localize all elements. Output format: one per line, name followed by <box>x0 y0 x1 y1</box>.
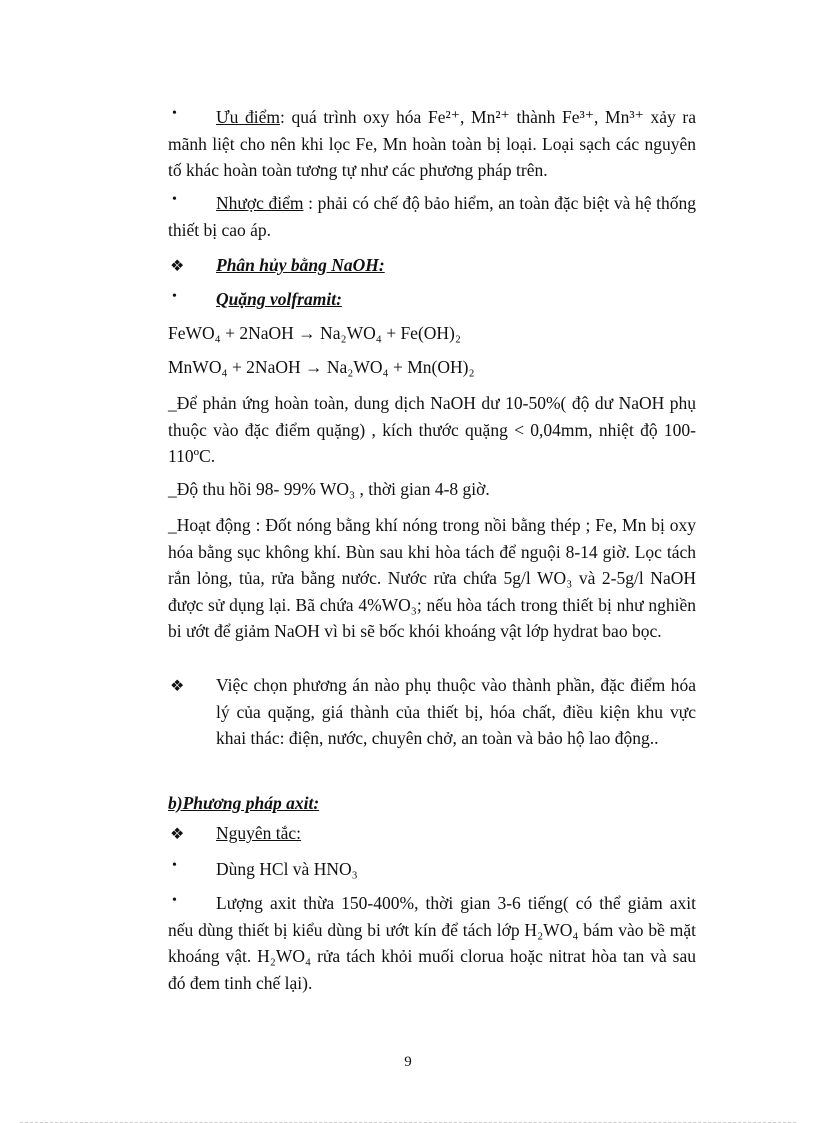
acid-use-line: Dùng HCl và HNO₃ <box>216 859 358 879</box>
advantage-label: Ưu điểm <box>216 107 280 127</box>
disadvantage-text: : phải có chế độ bảo hiểm, an toàn đặc biệt và hệ thống thiết bị cao áp. <box>168 193 696 240</box>
principle-heading: Nguyên tắc: <box>216 823 302 843</box>
bullet-icon: • <box>172 289 177 304</box>
diamond-bullet-icon: ❖ <box>170 258 185 275</box>
section-heading-acid: b)Phương pháp axit: <box>168 793 320 813</box>
bullet-icon: • <box>172 893 177 908</box>
section-heading-naoh: Phân hủy bằng NaOH: <box>216 255 385 275</box>
method-choice-paragraph: Việc chọn phương án nào phụ thuộc vào thành phần, đặc điểm hóa lý của quặng, giá thành của thiết bị, hóa chất, điều kiện khu vực khai thác: điện, nước, chuyên chở, an toàn và bảo hộ lao động.. <box>216 675 696 748</box>
disadvantage-paragraph <box>168 190 696 243</box>
bullet-icon: • <box>172 106 177 121</box>
operation-text: _Hoạt động : Đốt nóng bằng khí nóng trong nồi bằng thép ; Fe, Mn bị oxy hóa bằng sục không khí. Bùn sau khi hòa tách để nguội 8-14 giờ. Lọc tách rắn lỏng, tủa, rửa bằng nước. Nước rửa chứa 5g/l WO₃ và 2-5g/l NaOH được sử dụng lại. Bã chứa 4%WO₃; nếu hòa tách trong thiết bị như nghiền bi ướt để giảm NaOH vì bi sẽ bốc khói khoáng vật lớp hydrat bao bọc. <box>168 515 696 641</box>
advantage-paragraph <box>168 104 696 184</box>
subheading-volframit: Quặng volframit: <box>216 289 342 309</box>
bullet-icon: • <box>172 192 177 207</box>
page-number: 9 <box>404 1054 412 1070</box>
reaction-condition-paragraph <box>168 390 696 470</box>
acid-excess-paragraph <box>168 890 696 996</box>
diamond-bullet-icon: ❖ <box>170 826 185 843</box>
reaction-condition-text: _Để phản ứng hoàn toàn, dung dịch NaOH dư 10-50%( độ dư NaOH phụ thuộc vào đặc điểm quặng) , kích thước quặng < 0,04mm, nhiệt độ 100- 110ºC. <box>168 393 696 466</box>
bullet-icon: • <box>172 858 177 873</box>
diamond-bullet-icon: ❖ <box>170 678 185 695</box>
disadvantage-label: Nhược điểm <box>216 193 304 213</box>
equation-2: MnWO₄ + 2NaOH → Na₂WO₄ + Mn(OH)₂ <box>168 357 475 377</box>
advantage-text: : quá trình oxy hóa Fe²⁺, Mn²⁺ thành Fe³⁺, Mn³⁺ xảy ra mãnh liệt cho nên khi lọc Fe, Mn hoàn toàn bị loại. Loại sạch các nguyên tố khác hoàn toàn tương tự như các phương pháp trên. <box>168 107 696 180</box>
equation-1: FeWO₄ + 2NaOH → Na₂WO₄ + Fe(OH)₂ <box>168 323 461 343</box>
operation-paragraph <box>168 512 696 645</box>
recovery-line: _Độ thu hồi 98- 99% WO₃ , thời gian 4-8 giờ. <box>168 479 490 499</box>
acid-excess-text: Lượng axit thừa 150-400%, thời gian 3-6 tiếng( có thể giảm axit nếu dùng thiết bị kiểu dùng bi ướt kín để tách lớp H₂WO₄ bám vào bề mặt khoáng vật. H₂WO₄ rửa tách khỏi muối clorua hoặc nitrat hòa tan và sau đó đem tinh chế lại). <box>168 893 696 993</box>
